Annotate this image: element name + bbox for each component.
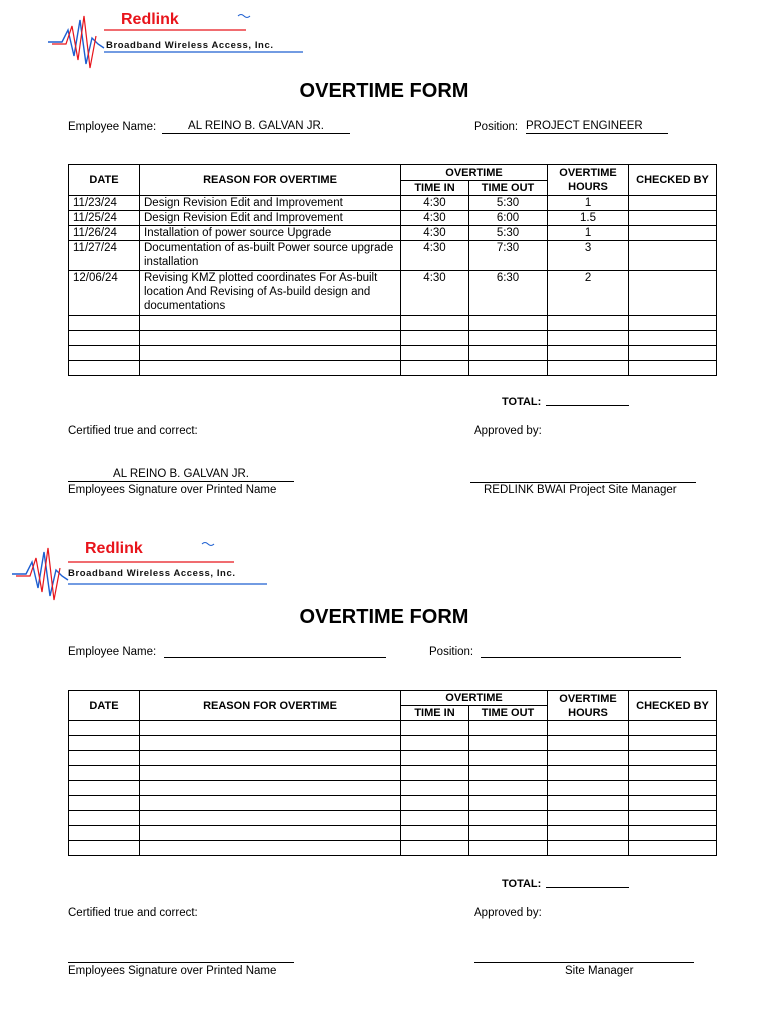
cell-checked[interactable] xyxy=(629,211,717,226)
certified-label: Certified true and correct: xyxy=(68,425,198,437)
position-label: Position: xyxy=(474,121,519,133)
approved-label: Approved by: xyxy=(474,907,542,919)
cell-time-in: 4:30 xyxy=(401,211,469,226)
position-field[interactable] xyxy=(481,657,681,658)
cell-date: 11/23/24 xyxy=(69,196,140,211)
cell-date: 11/27/24 xyxy=(69,241,140,271)
position-field[interactable]: PROJECT ENGINEER xyxy=(526,120,668,134)
employee-signature-field[interactable]: AL REINO B. GALVAN JR. xyxy=(68,468,294,482)
cell-hours: 1 xyxy=(548,196,629,211)
table-row xyxy=(69,241,717,271)
header-date: DATE xyxy=(69,165,140,196)
manager-signature-field[interactable] xyxy=(470,482,696,483)
cell-hours: 3 xyxy=(548,241,629,271)
cell-time-in: 4:30 xyxy=(401,226,469,241)
header-time-out: TIME OUT xyxy=(469,706,548,721)
table-row[interactable] xyxy=(69,736,717,751)
cell-time-out: 5:30 xyxy=(469,226,548,241)
employee-signature-caption: Employees Signature over Printed Name xyxy=(68,965,277,977)
header-time-in: TIME IN xyxy=(401,181,469,196)
cell-time-in: 4:30 xyxy=(401,196,469,211)
manager-caption: Site Manager xyxy=(565,965,634,977)
manager-caption: REDLINK BWAI Project Site Manager xyxy=(484,484,677,496)
cell-date: 12/06/24 xyxy=(69,271,140,316)
cell-hours: 2 xyxy=(548,271,629,316)
brand-tagline: Broadband Wireless Access, Inc. xyxy=(68,568,236,579)
cell-reason: Design Revision Edit and Improvement xyxy=(140,211,401,226)
header-overtime: OVERTIME xyxy=(401,691,548,706)
table-row[interactable] xyxy=(69,316,717,331)
table-row[interactable] xyxy=(69,841,717,856)
cell-hours: 1.5 xyxy=(548,211,629,226)
header-time-in: TIME IN xyxy=(401,706,469,721)
employee-signature-caption: Employees Signature over Printed Name xyxy=(68,484,277,496)
cell-reason: Revising KMZ plotted coordinates For As-built location And Revising of As-build design and documentations xyxy=(140,271,401,316)
table-row xyxy=(69,226,717,241)
cell-time-in: 4:30 xyxy=(401,241,469,271)
header-checked: CHECKED BY xyxy=(629,165,717,196)
cell-date: 11/26/24 xyxy=(69,226,140,241)
header-hours: OVERTIME HOURS xyxy=(548,165,629,196)
total-label: TOTAL: xyxy=(502,878,542,890)
table-row[interactable] xyxy=(69,811,717,826)
total-label: TOTAL: xyxy=(502,396,542,408)
cell-checked[interactable] xyxy=(629,271,717,316)
cell-checked[interactable] xyxy=(629,241,717,271)
table-row[interactable] xyxy=(69,751,717,766)
position-label: Position: xyxy=(429,646,474,658)
overtime-table xyxy=(68,690,717,856)
table-row xyxy=(69,211,717,226)
signal-wave-icon xyxy=(48,20,104,64)
cell-reason: Installation of power source Upgrade xyxy=(140,226,401,241)
header-checked: CHECKED BY xyxy=(629,691,717,721)
header-reason: REASON FOR OVERTIME xyxy=(140,691,401,721)
brand-tagline: Broadband Wireless Access, Inc. xyxy=(106,40,274,51)
employee-name-field[interactable]: AL REINO B. GALVAN JR. xyxy=(162,120,350,134)
cell-checked[interactable] xyxy=(629,226,717,241)
cell-time-out: 7:30 xyxy=(469,241,548,271)
table-row[interactable] xyxy=(69,346,717,361)
header-overtime: OVERTIME xyxy=(401,165,548,181)
table-row[interactable] xyxy=(69,781,717,796)
brand-name: Redlink xyxy=(85,540,143,557)
certified-label: Certified true and correct: xyxy=(68,907,198,919)
cell-time-out: 5:30 xyxy=(469,196,548,211)
total-field[interactable] xyxy=(546,887,629,888)
cell-hours: 1 xyxy=(548,226,629,241)
header-time-out: TIME OUT xyxy=(469,181,548,196)
overtime-table xyxy=(68,164,717,376)
table-row[interactable] xyxy=(69,826,717,841)
total-field[interactable] xyxy=(546,405,629,406)
cell-time-out: 6:30 xyxy=(469,271,548,316)
cell-time-in: 4:30 xyxy=(401,271,469,316)
table-row[interactable] xyxy=(69,721,717,736)
header-date: DATE xyxy=(69,691,140,721)
table-row[interactable] xyxy=(69,331,717,346)
cell-time-out: 6:00 xyxy=(469,211,548,226)
employee-name-field[interactable] xyxy=(164,657,386,658)
cell-date: 11/25/24 xyxy=(69,211,140,226)
table-row[interactable] xyxy=(69,766,717,781)
cell-checked[interactable] xyxy=(629,196,717,211)
employee-name-label: Employee Name: xyxy=(68,121,157,133)
form-title: OVERTIME FORM xyxy=(299,80,469,102)
table-row xyxy=(69,271,717,316)
header-reason: REASON FOR OVERTIME xyxy=(140,165,401,196)
header-hours: OVERTIME HOURS xyxy=(548,691,629,721)
signal-wave-icon xyxy=(12,552,68,596)
cell-reason: Documentation of as-built Power source upgrade installation xyxy=(140,241,401,271)
cell-reason: Design Revision Edit and Improvement xyxy=(140,196,401,211)
table-row xyxy=(69,196,717,211)
form-title: OVERTIME FORM xyxy=(299,606,469,628)
approved-label: Approved by: xyxy=(474,425,542,437)
manager-signature-field[interactable] xyxy=(474,962,694,963)
table-row[interactable] xyxy=(69,361,717,376)
employee-name-label: Employee Name: xyxy=(68,646,157,658)
table-row[interactable] xyxy=(69,796,717,811)
brand-name: Redlink xyxy=(121,11,179,28)
employee-signature-field[interactable] xyxy=(68,962,294,963)
